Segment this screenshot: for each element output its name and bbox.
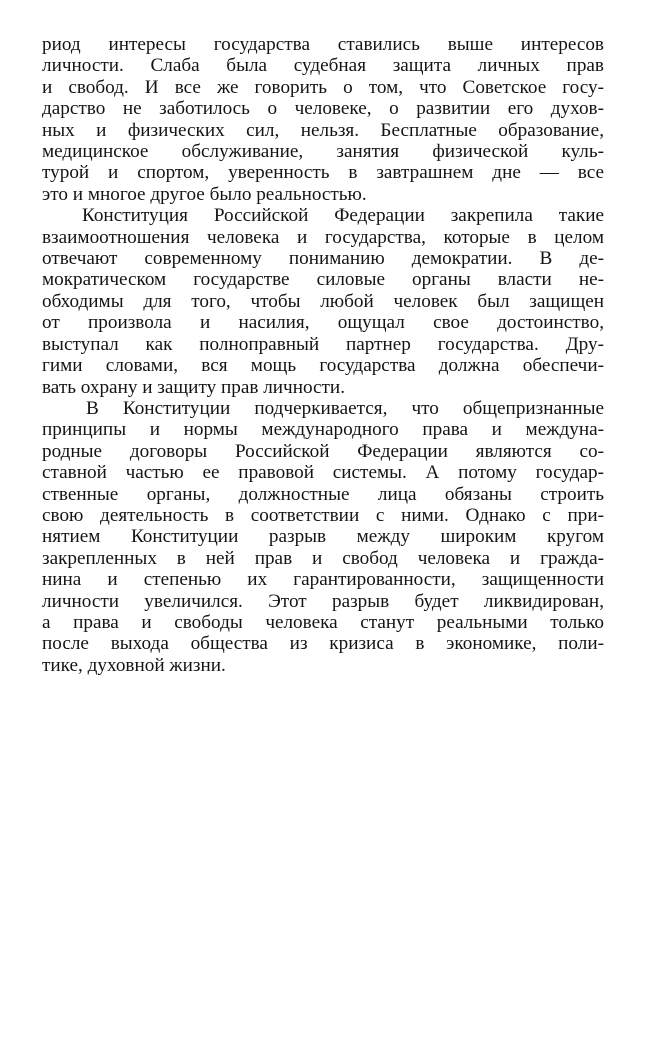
text-line: после выхода общества из кризиса в экономике, поли-	[42, 633, 604, 655]
text-line: мократическом государстве силовые органы власти не-	[42, 269, 604, 291]
paragraph-2	[42, 205, 604, 398]
text-line: ных и физических сил, нельзя. Бесплатные образование,	[42, 119, 604, 141]
text-line: и свобод. И все же говорить о том, что Советское госу-	[42, 76, 604, 98]
text-line: ственные органы, должностные лица обязаны строить	[42, 483, 604, 505]
text-line: медицинское обслуживание, занятия физической куль-	[42, 141, 604, 163]
text-line: принципы и нормы международного права и междуна-	[42, 419, 604, 441]
text-line: свою деятельность в соответствии с ними. Однако с при-	[42, 504, 604, 526]
text-line: это и многое другое было реальностью.	[42, 183, 367, 205]
paragraph-1	[42, 34, 604, 205]
paragraph-3	[42, 398, 604, 676]
text-line: выступал как полноправный партнер государства. Дру-	[42, 333, 604, 355]
text-line: ставной частью ее правовой системы. А потому государ-	[42, 462, 604, 484]
text-line: Конституция Российской Федерации закрепила такие	[82, 205, 604, 227]
text-line: взаимоотношения человека и государства, которые в целом	[42, 226, 604, 248]
text-line: дарство не заботилось о человеке, о развитии его духов-	[42, 98, 604, 120]
text-line: родные договоры Российской Федерации являются со-	[42, 440, 604, 462]
text-line: нина и степенью их гарантированности, защищенности	[42, 569, 604, 591]
text-line: тике, духовной жизни.	[42, 654, 226, 676]
text-line: риод интересы государства ставились выше интересов	[42, 34, 604, 55]
text-line: вать охрану и защиту прав личности.	[42, 376, 345, 398]
text-line: нятием Конституции разрыв между широким кругом	[42, 526, 604, 548]
text-line: В Конституции подчеркивается, что общепризнанные	[86, 397, 604, 419]
document-page	[42, 34, 604, 676]
text-line: личности. Слаба была судебная защита личных прав	[42, 55, 604, 77]
text-line: турой и спортом, уверенность в завтрашнем дне — все	[42, 162, 604, 184]
text-line: а права и свободы человека станут реальными только	[42, 611, 604, 633]
text-line: от произвола и насилия, ощущал свое достоинство,	[42, 312, 604, 334]
text-line: отвечают современному пониманию демократии. В де-	[42, 248, 604, 270]
text-line: гими словами, вся мощь государства должна обеспечи-	[42, 355, 604, 377]
text-line: личности увеличился. Этот разрыв будет ликвидирован,	[42, 590, 604, 612]
text-line: обходимы для того, чтобы любой человек был защищен	[42, 290, 604, 312]
text-line: закрепленных в ней прав и свобод человека и гражда-	[42, 547, 604, 569]
